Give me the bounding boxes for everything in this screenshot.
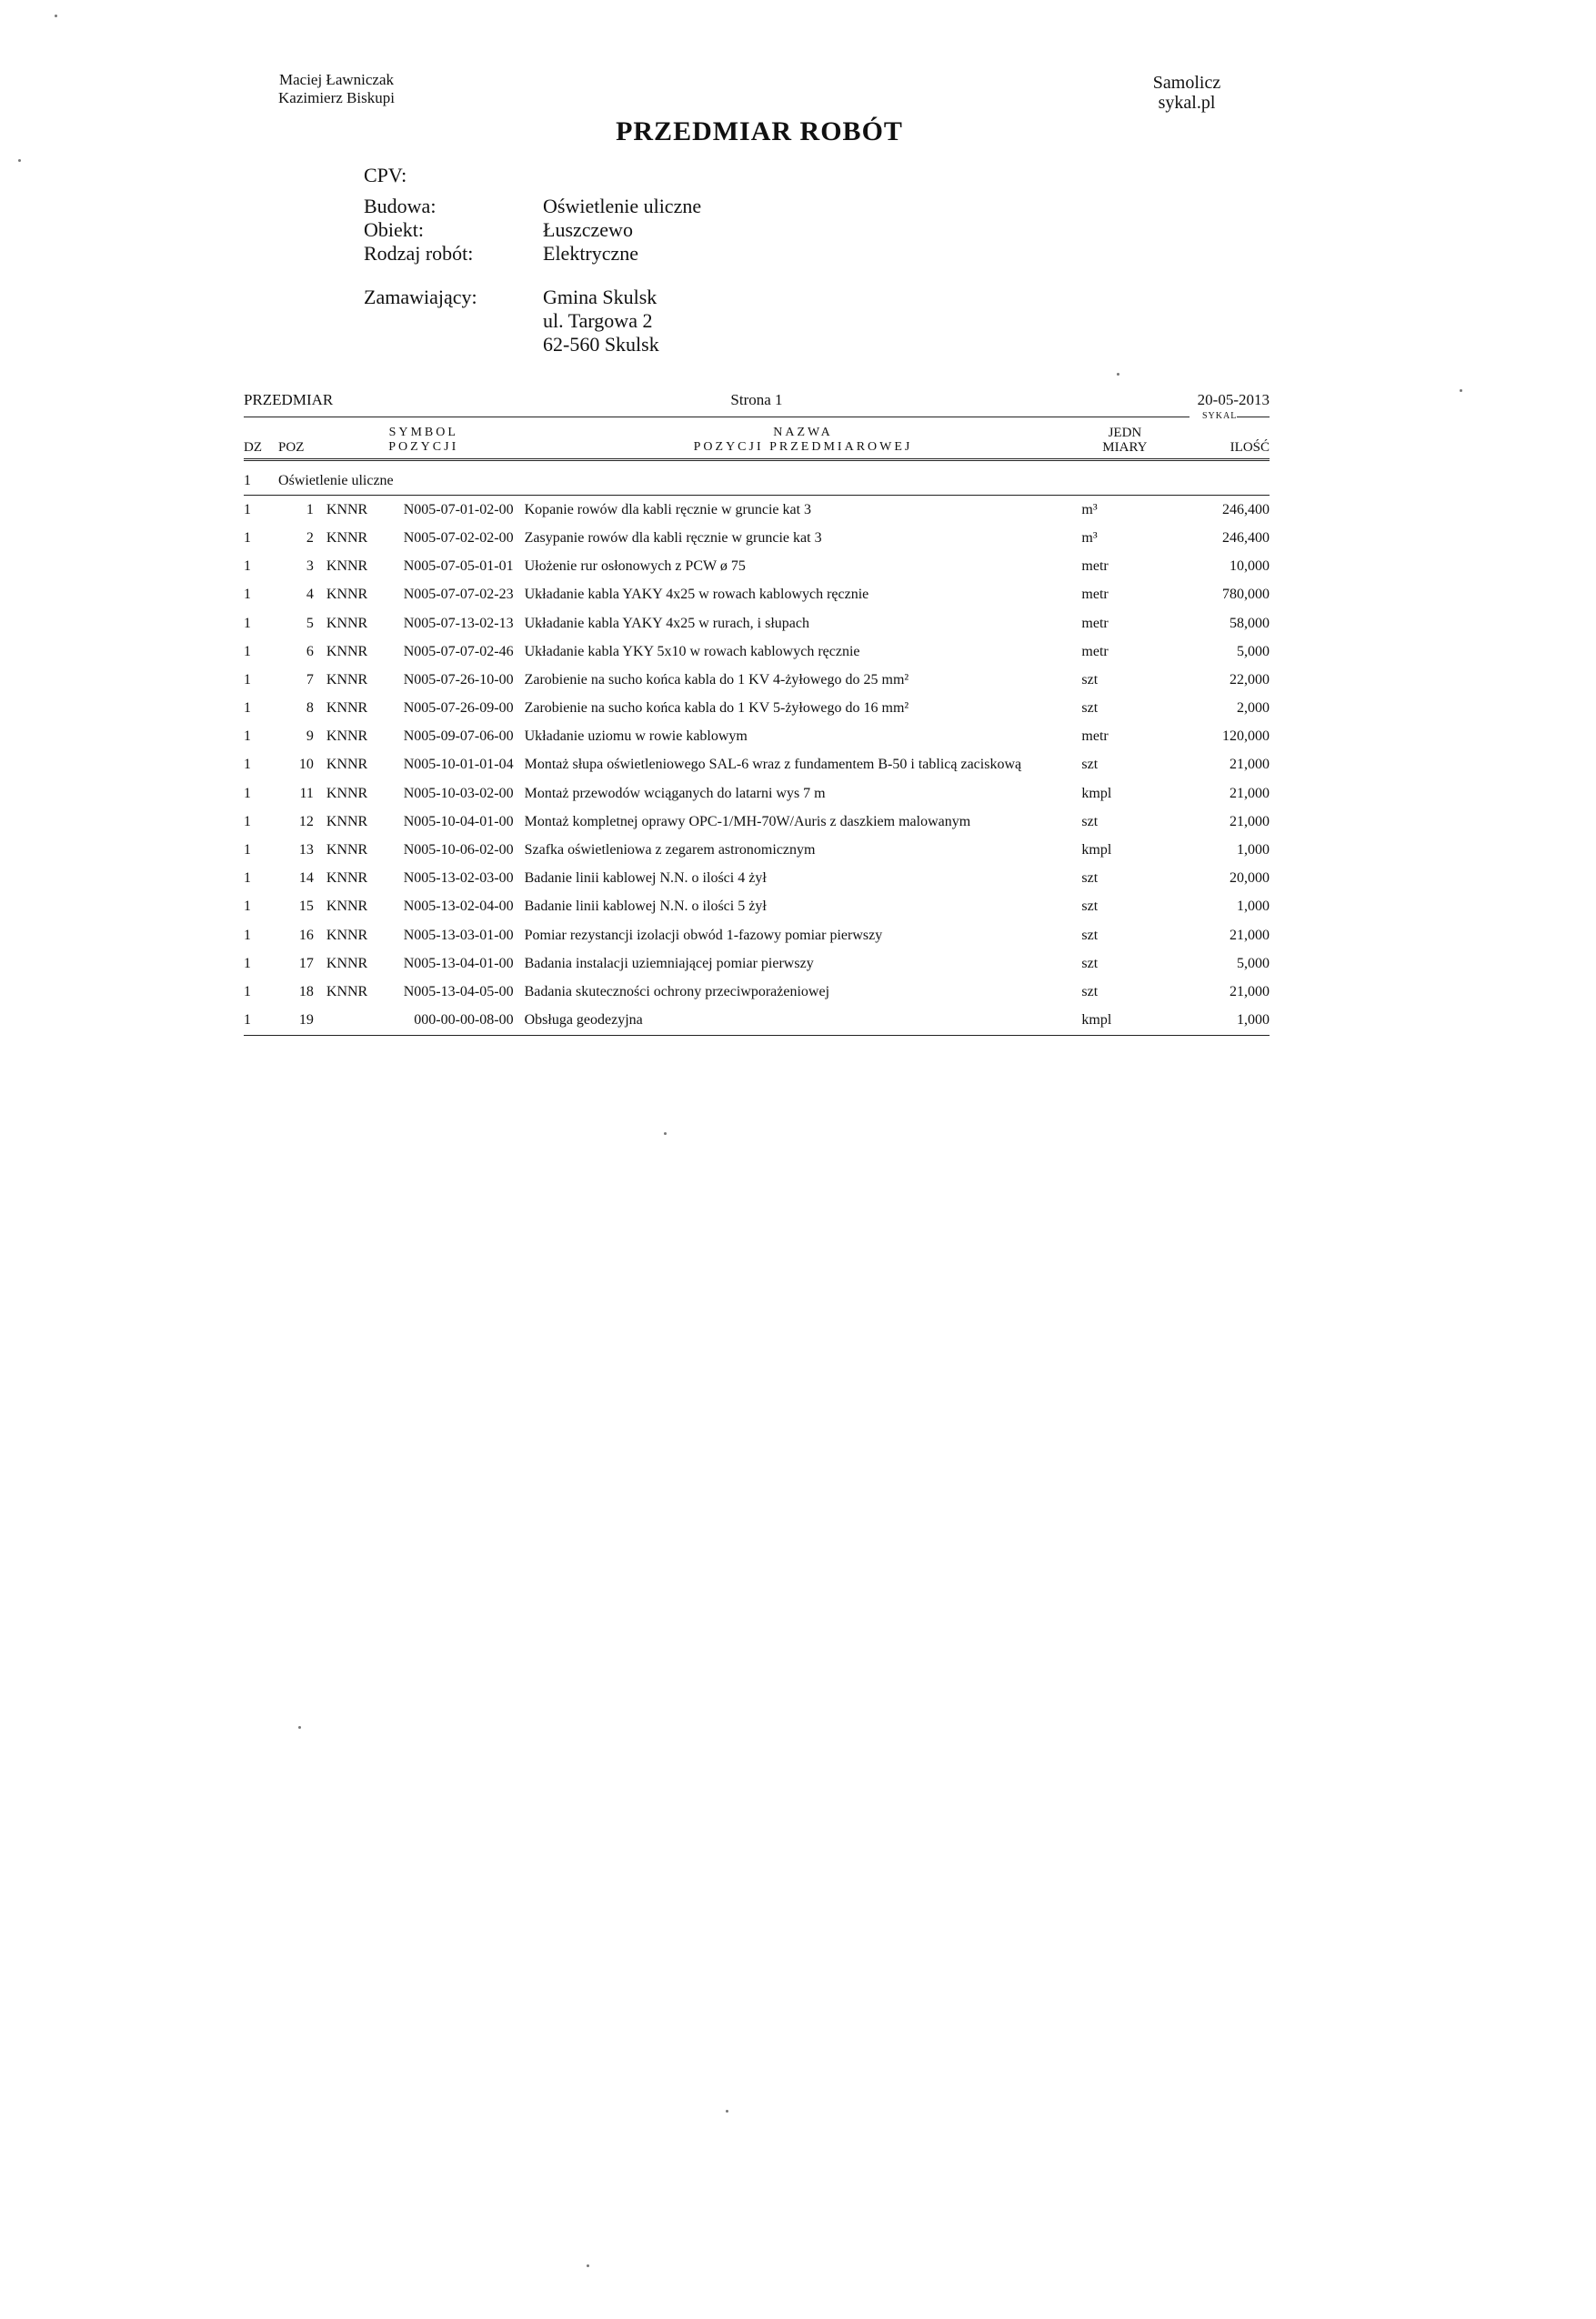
cell-dz: 1 [244, 728, 251, 745]
scan-speck [587, 2264, 589, 2267]
cell-dz: 1 [244, 501, 251, 517]
cell-symbol: 000-00-00-08-00 [387, 1007, 524, 1036]
cell-dz: 1 [244, 842, 251, 858]
cell-unit: szt [1081, 870, 1099, 887]
table-row [244, 1007, 1270, 1036]
cell-unit: m³ [1081, 529, 1098, 546]
cell-catalog: KNNR [326, 700, 368, 717]
cell-catalog: KNNR [326, 671, 368, 688]
cell-poz: 11 [299, 785, 314, 801]
table-row [244, 723, 1270, 751]
document-title: PRZEDMIAR ROBÓT [616, 116, 903, 146]
cell-poz: 16 [298, 927, 314, 943]
cell-unit: szt [1081, 757, 1099, 773]
cell-catalog: KNNR [326, 955, 368, 971]
cell-name: Pomiar rezystancji izolacji obwód 1-fazowy pomiar pierwszy [524, 927, 883, 943]
cpv-label: CPV: [364, 164, 407, 186]
cell-symbol: N005-07-07-02-23 [403, 587, 514, 603]
cell-catalog: KNNR [326, 927, 368, 943]
cell-quantity: 21,000 [1230, 927, 1270, 943]
cell-poz: 5 [306, 615, 314, 631]
cell-catalog: KNNR [326, 728, 368, 745]
cell-symbol: N005-10-06-02-00 [403, 842, 514, 858]
table-row [244, 865, 1270, 893]
cell-name: Układanie uziomu w rowie kablowym [524, 728, 748, 745]
col-jm [1081, 420, 1168, 460]
zamawiajacy-street: ul. Targowa 2 [543, 309, 653, 332]
page-header-left: PRZEDMIAR [244, 391, 334, 408]
authors-block [246, 71, 427, 107]
cell-catalog: KNNR [326, 501, 368, 517]
cell-dz: 1 [244, 1007, 278, 1036]
budowa-label: Budowa: [364, 195, 437, 217]
table-header-row [244, 420, 1270, 460]
table-row [244, 949, 1270, 978]
cell-name: Kopanie rowów dla kabli ręcznie w gruncie kat 3 [524, 501, 812, 517]
cell-dz: 1 [244, 955, 251, 971]
firm-block [1128, 73, 1246, 113]
col-jm-line2: MIARY [1102, 440, 1148, 455]
cell-dz: 1 [244, 983, 251, 999]
rodzaj-label: Rodzaj robót: [364, 242, 474, 265]
cell-poz: 1 [306, 501, 314, 517]
col-symbol [323, 420, 525, 460]
cell-unit: m³ [1081, 501, 1098, 517]
cell-quantity: 1,000 [1237, 842, 1270, 858]
cell-name: Szafka oświetleniowa z zegarem astronomicznym [524, 842, 816, 858]
cell-symbol: N005-13-04-05-00 [403, 983, 514, 999]
author-1: Maciej Ławniczak [278, 71, 394, 88]
cell-unit: szt [1081, 927, 1099, 943]
cell-dz: 1 [244, 813, 251, 829]
cell-dz: 1 [244, 558, 251, 575]
col-ilosc: ILOŚĆ [1168, 420, 1270, 460]
cell-unit: kmpl [1081, 842, 1112, 858]
zamawiajacy-label: Zamawiający: [364, 286, 477, 308]
zamawiajacy-city: 62-560 Skulsk [543, 333, 659, 356]
table-row [244, 581, 1270, 609]
items-table [244, 420, 1270, 1036]
cell-dz: 1 [244, 927, 251, 943]
table-row [244, 836, 1270, 864]
cell-catalog: KNNR [326, 898, 368, 915]
cell-poz: 4 [306, 587, 314, 603]
page-header [244, 391, 1270, 411]
cell-symbol: N005-10-04-01-00 [403, 813, 514, 829]
col-symbol-line1: SYMBOL [388, 426, 458, 439]
col-nazwa-line1: NAZWA [773, 426, 833, 439]
table-row [244, 609, 1270, 637]
page-number: Strona 1 [730, 391, 783, 408]
cell-catalog: KNNR [326, 643, 368, 659]
budowa-value: Oświetlenie uliczne [543, 195, 702, 217]
brand-mark: SYKAL [1202, 411, 1238, 421]
cell-symbol: N005-09-07-06-00 [403, 728, 514, 745]
cell-poz: 18 [298, 983, 314, 999]
col-symbol-line2: POZYCJI [388, 440, 459, 454]
cell-name: Badania instalacji uziemniającej pomiar pierwszy [524, 955, 814, 971]
cell-poz: 14 [298, 870, 314, 887]
cell-name: Montaż kompletnej oprawy OPC-1/MH-70W/Auris z daszkiem malowanym [524, 813, 971, 829]
cell-catalog: KNNR [326, 785, 368, 801]
cell-dz: 1 [244, 643, 251, 659]
cell-catalog: KNNR [326, 615, 368, 631]
table-row [244, 524, 1270, 552]
cell-dz: 1 [244, 529, 251, 546]
table-row [244, 553, 1270, 581]
firm-name: Samolicz [1152, 73, 1221, 93]
cell-poz: 3 [306, 558, 314, 575]
obiekt-value: Łuszczewo [543, 218, 633, 241]
cell-unit: metr [1081, 558, 1109, 575]
cell-quantity: 21,000 [1230, 983, 1270, 999]
cell-name: Układanie kabla YAKY 4x25 w rowach kablowych ręcznie [524, 587, 869, 603]
cell-quantity: 21,000 [1230, 785, 1270, 801]
cell-symbol: N005-07-02-02-00 [403, 529, 514, 546]
scan-speck [1117, 373, 1119, 376]
cell-dz: 1 [244, 898, 251, 915]
cell-symbol: N005-10-01-01-04 [403, 757, 514, 773]
cell-unit: metr [1081, 728, 1109, 745]
cell-poz: 8 [306, 700, 314, 717]
col-nazwa-line2: POZYCJI PRZEDMIAROWEJ [693, 440, 913, 454]
scan-speck [726, 2110, 728, 2113]
cell-dz: 1 [244, 700, 251, 717]
cell-name: Obsługa geodezyjna [525, 1007, 1082, 1036]
table-row [244, 921, 1270, 949]
cell-dz: 1 [244, 757, 251, 773]
scan-speck [664, 1132, 667, 1135]
cell-dz: 1 [244, 671, 251, 688]
table-row [244, 666, 1270, 694]
cell-catalog: KNNR [326, 587, 368, 603]
cell-quantity: 2,000 [1237, 700, 1270, 717]
cell-unit: metr [1081, 587, 1109, 603]
cell-quantity: 1,000 [1237, 898, 1270, 915]
scan-speck [1460, 389, 1462, 392]
cell-quantity: 20,000 [1230, 870, 1270, 887]
cell-quantity: 780,000 [1222, 587, 1270, 603]
cell-unit: metr [1081, 643, 1109, 659]
cell-name: Ułożenie rur osłonowych z PCW ø 75 [524, 558, 746, 575]
section-nr: 1 [244, 460, 278, 496]
cell-catalog: KNNR [326, 842, 368, 858]
cell-poz: 12 [298, 813, 314, 829]
cell-catalog: KNNR [326, 558, 368, 575]
table-row [244, 496, 1270, 525]
scan-speck [298, 1726, 301, 1729]
cell-poz: 13 [298, 842, 314, 858]
cell-poz: 2 [306, 529, 314, 546]
rodzaj-value: Elektryczne [543, 242, 639, 265]
cell-name: Zarobienie na sucho końca kabla do 1 KV 5-żyłowego do 16 mm² [524, 700, 909, 717]
cell-quantity: 246,400 [1222, 529, 1270, 546]
cell-name: Badania skuteczności ochrony przeciwporażeniowej [524, 983, 830, 999]
cell-unit: metr [1081, 615, 1109, 631]
cell-poz: 17 [298, 955, 314, 971]
cell-quantity: 5,000 [1237, 643, 1270, 659]
cell-poz: 10 [298, 757, 314, 773]
cell-catalog: KNNR [326, 813, 368, 829]
scan-speck [18, 159, 21, 162]
cell-symbol: N005-07-01-02-00 [403, 501, 514, 517]
author-2: Kazimierz Biskupi [278, 89, 395, 106]
col-nazwa [525, 420, 1082, 460]
table-row [244, 808, 1270, 836]
table-row [244, 779, 1270, 808]
cell-unit: kmpl [1081, 785, 1112, 801]
cell-quantity: 120,000 [1222, 728, 1270, 745]
table-row [244, 893, 1270, 921]
firm-site: sykal.pl [1158, 93, 1216, 113]
zamawiajacy-name: Gmina Skulsk [543, 286, 657, 308]
cell-unit: kmpl [1081, 1007, 1168, 1036]
cell-symbol: N005-07-13-02-13 [403, 615, 514, 631]
cell-name: Badanie linii kablowej N.N. o ilości 5 żył [524, 898, 767, 915]
cell-name: Zasypanie rowów dla kabli ręcznie w gruncie kat 3 [524, 529, 822, 546]
table-row [244, 751, 1270, 779]
section-row [244, 460, 1270, 496]
col-poz: POZ [278, 420, 323, 460]
cell-dz: 1 [244, 870, 251, 887]
cell-dz: 1 [244, 785, 251, 801]
cell-name: Montaż słupa oświetleniowego SAL-6 wraz z fundamentem B-50 i tablicą zaciskową [524, 757, 1022, 773]
cell-quantity: 5,000 [1237, 955, 1270, 971]
cell-poz: 6 [306, 643, 314, 659]
cell-poz: 9 [306, 728, 314, 745]
cell-quantity: 1,000 [1168, 1007, 1270, 1036]
cell-unit: szt [1081, 813, 1099, 829]
table-row [244, 978, 1270, 1006]
cell-poz: 7 [306, 671, 314, 688]
cell-symbol: N005-07-26-10-00 [403, 671, 514, 688]
cell-quantity: 10,000 [1230, 558, 1270, 575]
cell-catalog: KNNR [326, 870, 368, 887]
cell-catalog: KNNR [326, 983, 368, 999]
cell-symbol: N005-13-02-04-00 [403, 898, 514, 915]
page-date: 20-05-2013 [1197, 391, 1270, 408]
cell-unit: szt [1081, 898, 1099, 915]
cell-name: Układanie kabla YKY 5x10 w rowach kablowych ręcznie [524, 643, 860, 659]
cell-catalog: KNNR [326, 529, 368, 546]
cell-symbol: N005-13-04-01-00 [403, 955, 514, 971]
col-dz: DZ [244, 420, 278, 460]
cell-symbol: N005-07-05-01-01 [403, 558, 514, 575]
cell-name: Zarobienie na sucho końca kabla do 1 KV 4-żyłowego do 25 mm² [524, 671, 909, 688]
cell-catalog [323, 1007, 388, 1036]
cell-symbol: N005-07-07-02-46 [403, 643, 514, 659]
cell-name: Układanie kabla YAKY 4x25 w rurach, i słupach [524, 615, 809, 631]
cell-quantity: 246,400 [1222, 501, 1270, 517]
cell-symbol: N005-07-26-09-00 [403, 700, 514, 717]
table-row [244, 695, 1270, 723]
col-jm-line1: JEDN [1108, 426, 1142, 440]
section-name: Oświetlenie uliczne [278, 460, 1270, 496]
cell-name: Badanie linii kablowej N.N. o ilości 4 żył [524, 870, 767, 887]
cell-dz: 1 [244, 615, 251, 631]
cell-dz: 1 [244, 587, 251, 603]
cell-quantity: 21,000 [1230, 757, 1270, 773]
scan-speck [55, 15, 57, 17]
cell-poz: 19 [278, 1007, 323, 1036]
cell-symbol: N005-13-03-01-00 [403, 927, 514, 943]
cell-unit: szt [1081, 671, 1099, 688]
table-row [244, 637, 1270, 666]
obiekt-label: Obiekt: [364, 218, 424, 241]
cell-catalog: KNNR [326, 757, 368, 773]
cell-unit: szt [1081, 955, 1099, 971]
cell-symbol: N005-13-02-03-00 [403, 870, 514, 887]
cell-unit: szt [1081, 983, 1099, 999]
cell-poz: 15 [298, 898, 314, 915]
cell-quantity: 58,000 [1230, 615, 1270, 631]
cell-quantity: 22,000 [1230, 671, 1270, 688]
cell-unit: szt [1081, 700, 1099, 717]
cell-name: Montaż przewodów wciąganych do latarni wys 7 m [524, 785, 826, 801]
cell-symbol: N005-10-03-02-00 [403, 785, 514, 801]
cell-quantity: 21,000 [1230, 813, 1270, 829]
